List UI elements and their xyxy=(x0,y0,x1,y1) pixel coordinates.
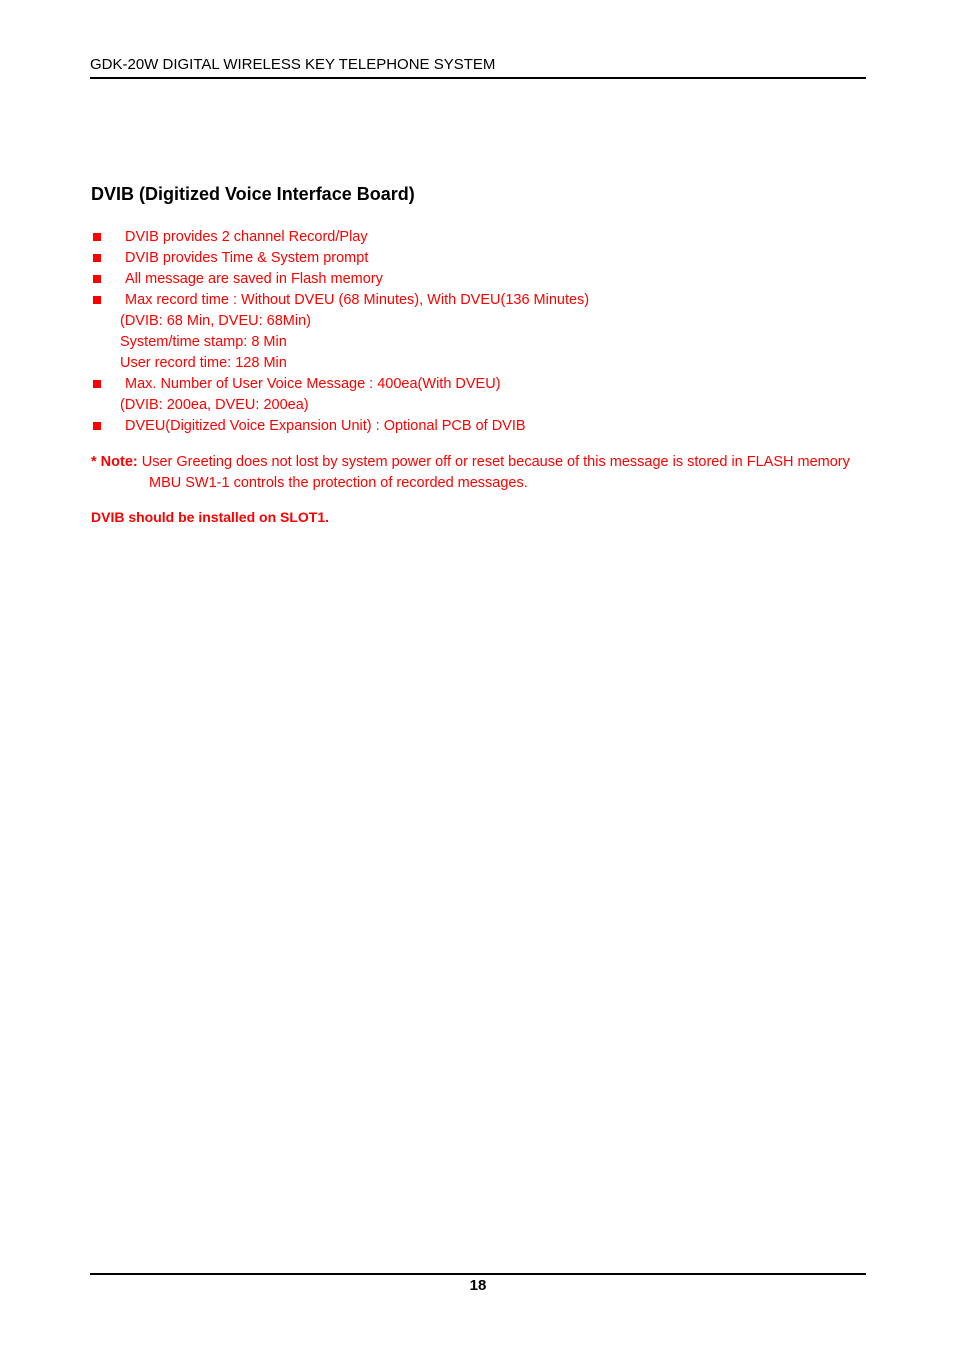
note-block xyxy=(91,452,866,494)
square-bullet-icon xyxy=(93,296,101,304)
list-item-text: Max. Number of User Voice Message : 400ea(With DVEU) xyxy=(125,376,501,392)
list-item-text: Max record time : Without DVEU (68 Minutes), With DVEU(136 Minutes) xyxy=(125,292,590,308)
list-item-detail xyxy=(91,395,861,416)
list-item xyxy=(91,227,861,248)
section-title: DVIB (Digitized Voice Interface Board) xyxy=(91,184,415,204)
page-footer xyxy=(90,1273,866,1297)
list-item-text: (DVIB: 68 Min, DVEU: 68Min) xyxy=(120,313,311,329)
square-bullet-icon xyxy=(93,254,101,262)
header-title: GDK-20W DIGITAL WIRELESS KEY TELEPHONE SYSTEM xyxy=(90,56,496,73)
list-item xyxy=(91,290,861,311)
list-item-text: DVIB provides 2 channel Record/Play xyxy=(125,229,368,245)
list-item-detail xyxy=(91,353,861,374)
square-bullet-icon xyxy=(93,233,101,241)
square-bullet-icon xyxy=(93,422,101,430)
list-item-text: DVIB provides Time & System prompt xyxy=(125,250,369,266)
install-note: DVIB should be installed on SLOT1. xyxy=(91,509,330,525)
note-line-2: MBU SW1-1 controls the protection of recorded messages. xyxy=(149,475,528,491)
page-header xyxy=(90,56,866,79)
page-number: 18 xyxy=(469,1277,487,1294)
list-item xyxy=(91,248,861,269)
list-item-text: System/time stamp: 8 Min xyxy=(120,334,287,350)
list-item-text: User record time: 128 Min xyxy=(120,355,287,371)
list-item xyxy=(91,416,861,437)
note-label: * Note: xyxy=(91,454,138,470)
square-bullet-icon xyxy=(93,380,101,388)
list-item-detail xyxy=(91,332,861,353)
list-item-text: (DVIB: 200ea, DVEU: 200ea) xyxy=(120,397,309,413)
square-bullet-icon xyxy=(93,275,101,283)
list-item-detail xyxy=(91,311,861,332)
list-item xyxy=(91,269,861,290)
note-text-1: User Greeting does not lost by system power off or reset because of this message is stored in FLASH memory xyxy=(137,454,850,470)
list-item-text: All message are saved in Flash memory xyxy=(125,271,383,287)
list-item-text: DVEU(Digitized Voice Expansion Unit) : Optional PCB of DVIB xyxy=(125,418,526,434)
note-line-1 xyxy=(91,452,866,473)
list-item xyxy=(91,374,861,395)
feature-list xyxy=(91,227,861,437)
